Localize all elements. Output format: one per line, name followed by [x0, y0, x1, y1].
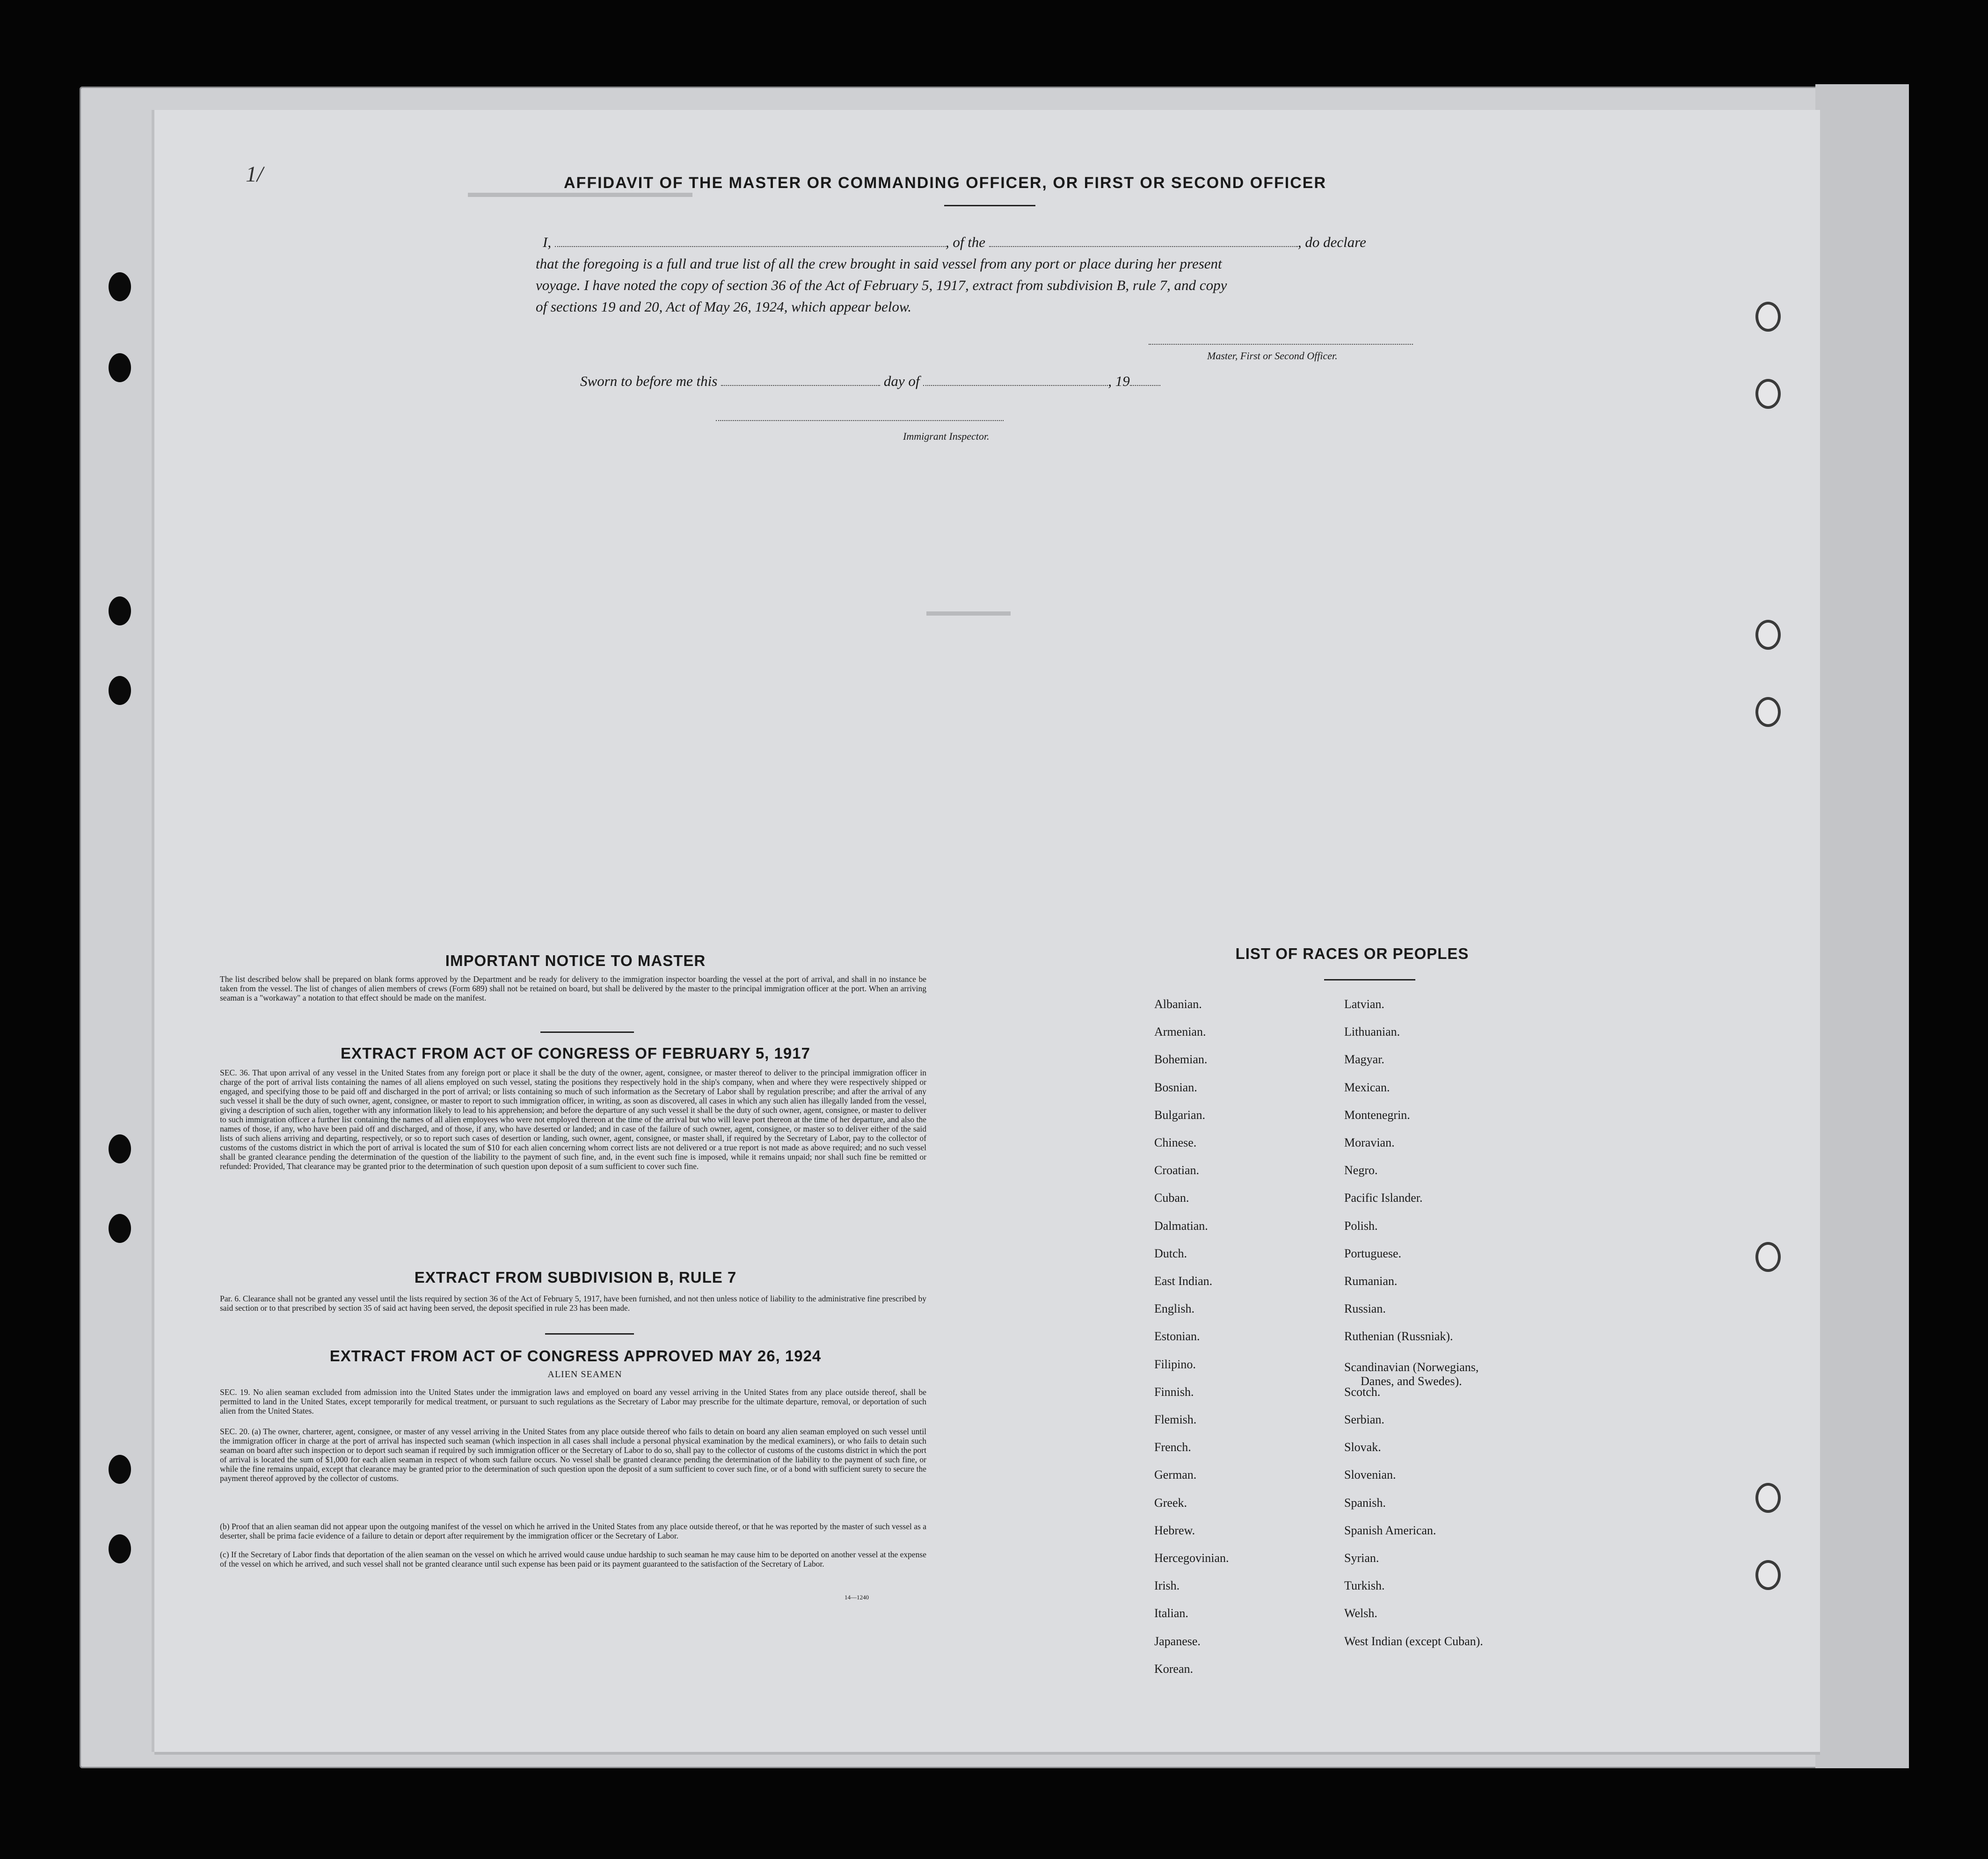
race-item: Ruthenian (Russniak). [1344, 1329, 1453, 1343]
section-19-text: SEC. 19. No alien seaman excluded from admission into the United States under the immigration laws and employed on board any vessel arriving in the United States from any place outside thereof, shall be permitted to land in the United States, except temporarily for medical treatment, or pursuant to such regulations as the Secretary of Labor may prescribe for the ultimate departure, removal, or deportation of such alien from the United States. [220, 1387, 926, 1416]
form-page [154, 110, 1820, 1752]
inspector-label: Immigrant Inspector. [903, 430, 990, 442]
sworn-year-blank[interactable] [1130, 385, 1160, 386]
subdivision-b-body: Par. 6. Clearance shall not be granted any vessel until the lists required by section 36 of the Act of February 5, 1917, have been furnished, and not then unless notice of liability to the administrative fine prescribed by said section or to that prescribed by section 35 of said act having been served, the deposit specified in rule 23 has been made. [220, 1294, 926, 1313]
race-item: Chinese. [1154, 1136, 1197, 1149]
title-rule [944, 205, 1035, 206]
section-rule [540, 1031, 634, 1033]
race-item: Scotch. [1344, 1385, 1381, 1399]
binder-hole [109, 353, 131, 382]
race-item: Welsh. [1344, 1606, 1377, 1620]
race-item: German. [1154, 1468, 1197, 1482]
race-item: Danes, and Swedes). [1361, 1374, 1462, 1388]
race-item: Russian. [1344, 1302, 1386, 1316]
section-20b-text: (b) Proof that an alien seaman did not appear upon the outgoing manifest of the vessel on which he arrived in the United States from any place outside thereof, or that he was reported by the master of such vessel as a deserter, shall be prima facie evidence of a failure to detain or deport after requirement by the immigration officer or the Secretary of Labor. [220, 1522, 926, 1540]
race-item: Flemish. [1154, 1413, 1197, 1426]
race-item: Spanish American. [1344, 1523, 1436, 1537]
race-item: French. [1154, 1440, 1191, 1454]
race-item: Italian. [1154, 1606, 1188, 1620]
race-item: Syrian. [1344, 1551, 1379, 1565]
binder-hole [109, 1455, 131, 1484]
race-item: Bulgarian. [1154, 1108, 1206, 1122]
race-item: Korean. [1154, 1662, 1194, 1676]
show-through-text: ▬▬▬▬▬▬ [926, 603, 1011, 619]
races-rule [1324, 979, 1415, 980]
binder-ring [1755, 379, 1781, 409]
race-item: Japanese. [1154, 1634, 1201, 1648]
subdivision-b-title: EXTRACT FROM SUBDIVISION B, RULE 7 [414, 1269, 737, 1286]
race-item: Scandinavian (Norwegians, [1344, 1360, 1479, 1374]
back-sheet-edge [1815, 84, 1909, 1768]
race-item: Croatian. [1154, 1163, 1200, 1177]
race-item: Portuguese. [1344, 1246, 1402, 1260]
binder-hole [109, 1134, 131, 1163]
sworn-line: Sworn to before me this day of , 19 [580, 370, 1235, 392]
vessel-name-blank[interactable] [989, 246, 1298, 247]
race-item: Bohemian. [1154, 1053, 1208, 1067]
form-number: 14—1240 [845, 1594, 869, 1601]
race-item: Mexican. [1344, 1080, 1390, 1094]
section-rule [545, 1333, 634, 1335]
extract-1917-body: SEC. 36. That upon arrival of any vessel in the United States from any foreign port or place it shall be the duty of the owner, agent, consignee, or master thereof to deliver to the principal immigration officer in charge of the port of arrival lists containing the names of all aliens employed on such vessel, stating the positions they respectively hold in the ship's company, when and where they were respectively shipped or engaged, and specifying those to be paid off and discharged in the port of arrival; or lists containing so much of such information as the Secretary of Labor shall by regulation prescribe; and after the arrival of any such vessel it shall be the duty of such owner, agent, consignee, or master to report to such immigration officer, in writing, as soon as discovered, all cases in which any such alien has illegally landed from the vessel, giving a description of such alien, together with any information likely to lead to his apprehension; and before the departure of any such vessel it shall be the duty of such owner, agent, consignee, or master to deliver to such immigration officer a further list containing the names of all alien employees who were not employed thereon at the time of the arrival but who will leave port thereon at the time of her departure, and also the names of those, if any, who have been paid off and discharged, and of those, if any, who have deserted or landed; and in case of the failure of such owner, agent, consignee, or master so to deliver either of the said lists of such aliens arriving and departing, respectively, or so to report such cases of desertion or landing, such owner, agent, consignee, or master shall, if required by the Secretary of Labor, pay to the collector of customs of the customs district in which the port of arrival is located the sum of $10 for each alien concerning whom correct lists are not delivered or a true report is not made as above required; and no such vessel shall be granted clearance pending the determination of the question of the liability to the payment of such fine, and, in the event such fine is imposed, while it remains unpaid; nor shall such fine be remitted or refunded: Provided, That clearance may be granted prior to the determination of such question upon deposit of a sum sufficient to cover such fine. [220, 1068, 926, 1171]
race-item: Filipino. [1154, 1357, 1196, 1371]
race-item: English. [1154, 1302, 1194, 1316]
inspector-signature-line[interactable] [716, 420, 1004, 421]
race-item: Slovak. [1344, 1440, 1381, 1454]
affidavit-line-2: that the foregoing is a full and true list of all the crew brought in said vessel from any port or place during her present [536, 255, 1222, 272]
binder-hole [109, 596, 131, 625]
race-item: Armenian. [1154, 1025, 1206, 1039]
binder-ring [1755, 620, 1781, 650]
affidavit-line-3: voyage. I have noted the copy of section 36 of the Act of February 5, 1917, extract from subdivision B, rule 7, and copy [536, 277, 1227, 293]
binder-hole [109, 1534, 131, 1563]
race-item: Dalmatian. [1154, 1219, 1208, 1233]
master-signature-line[interactable] [1149, 344, 1413, 345]
extract-1917-title: EXTRACT FROM ACT OF CONGRESS OF FEBRUARY 5, 1917 [341, 1045, 810, 1062]
master-name-blank[interactable] [555, 246, 946, 247]
binder-ring [1755, 1242, 1781, 1272]
race-item: Latvian. [1344, 997, 1384, 1011]
race-item: Estonian. [1154, 1329, 1200, 1343]
race-item: Serbian. [1344, 1413, 1384, 1426]
margin-mark: 1/ [246, 162, 263, 187]
race-item: Moravian. [1344, 1136, 1395, 1149]
race-item: Greek. [1154, 1496, 1187, 1510]
race-item: Cuban. [1154, 1191, 1189, 1205]
race-item: Negro. [1344, 1163, 1378, 1177]
race-item: Rumanian. [1344, 1274, 1398, 1288]
race-item: Spanish. [1344, 1496, 1386, 1510]
binder-hole [109, 272, 131, 301]
race-item: Montenegrin. [1344, 1108, 1410, 1122]
affidavit-title: AFFIDAVIT OF THE MASTER OR COMMANDING OFFICER, OR FIRST OR SECOND OFFICER [564, 174, 1326, 192]
sworn-day-blank[interactable] [721, 385, 880, 386]
binder-hole [109, 676, 131, 705]
notice-body: The list described below shall be prepared on blank forms approved by the Department and be ready for delivery to the immigration inspector boarding the vessel at the port of arrival, and shall in no instance be taken from the vessel. The list of changes of alien members of crews (Form 689) shall not be retained on board, but shall be delivered by the master to the principal immigration officer at the port. When an arriving seaman is a "workaway" a notation to that effect should be made on the manifest. [220, 974, 926, 1002]
race-item: Hebrew. [1154, 1523, 1195, 1537]
alien-seamen-subtitle: ALIEN SEAMEN [547, 1369, 622, 1380]
race-item: Irish. [1154, 1579, 1180, 1593]
binder-ring [1755, 302, 1781, 332]
race-item: East Indian. [1154, 1274, 1213, 1288]
section-20a-text: SEC. 20. (a) The owner, charterer, agent, consignee, or master of any vessel arriving in the United States from any place outside thereof who fails to detain on board any alien seaman employed on such vessel until the immigration officer in charge at the port of arrival has inspected such seaman (which inspection in all cases shall include a personal physical examination by the medical examiners), or who fails to detain such seaman on board after such inspection or to deport such seaman if required by such immigration officer or the Secretary of Labor to do so, shall pay to the collector of customs of the customs district in which the port of arrival is located the sum of $1,000 for each alien seaman in respect of whom such failure occurs. No vessel shall be granted clearance pending the determination of the liability to the payment of such fine, or while the fine remains unpaid, except that clearance may be granted prior to the determination of such question upon the deposit of a sum sufficient to cover such fine, or of a bond with sufficient surety to secure the payment thereof approved by the collector of customs. [220, 1427, 926, 1483]
race-item: Dutch. [1154, 1246, 1187, 1260]
binder-ring [1755, 697, 1781, 727]
races-title: LIST OF RACES OR PEOPLES [1235, 945, 1469, 962]
show-through-text: ▬▬▬▬▬▬▬▬▬▬▬▬▬▬▬▬ [468, 185, 692, 200]
race-item: Magyar. [1344, 1053, 1384, 1067]
race-item: Hercegovinian. [1154, 1551, 1229, 1565]
race-item: Slovenian. [1344, 1468, 1396, 1482]
binder-hole [109, 1214, 131, 1243]
race-item: Polish. [1344, 1219, 1378, 1233]
section-20c-text: (c) If the Secretary of Labor finds that deportation of the alien seaman on the vessel on which he arrived would cause undue hardship to such seaman he may cause him to be deported on another vessel at the expense of the vessel on which he arrived, and such vessel shall not be granted clearance until such expense has been paid or its payment guaranteed to the satisfaction of the Secretary of Labor. [220, 1550, 926, 1569]
race-item: Lithuanian. [1344, 1025, 1400, 1039]
race-item: Pacific Islander. [1344, 1191, 1423, 1205]
notice-title: IMPORTANT NOTICE TO MASTER [445, 952, 706, 969]
extract-1924-title: EXTRACT FROM ACT OF CONGRESS APPROVED MAY 26, 1924 [329, 1347, 822, 1365]
binder-ring [1755, 1560, 1781, 1590]
race-item: Bosnian. [1154, 1080, 1197, 1094]
race-item: West Indian (except Cuban). [1344, 1634, 1483, 1648]
race-item: Finnish. [1154, 1385, 1194, 1399]
race-item: Albanian. [1154, 997, 1202, 1011]
master-signature-label: Master, First or Second Officer. [1207, 350, 1338, 362]
binder-ring [1755, 1483, 1781, 1513]
sworn-month-blank[interactable] [923, 385, 1108, 386]
affidavit-line-1: I, , of the , do declare [543, 234, 1366, 250]
affidavit-line-4: of sections 19 and 20, Act of May 26, 1924, which appear below. [536, 298, 912, 315]
race-item: Turkish. [1344, 1579, 1385, 1593]
